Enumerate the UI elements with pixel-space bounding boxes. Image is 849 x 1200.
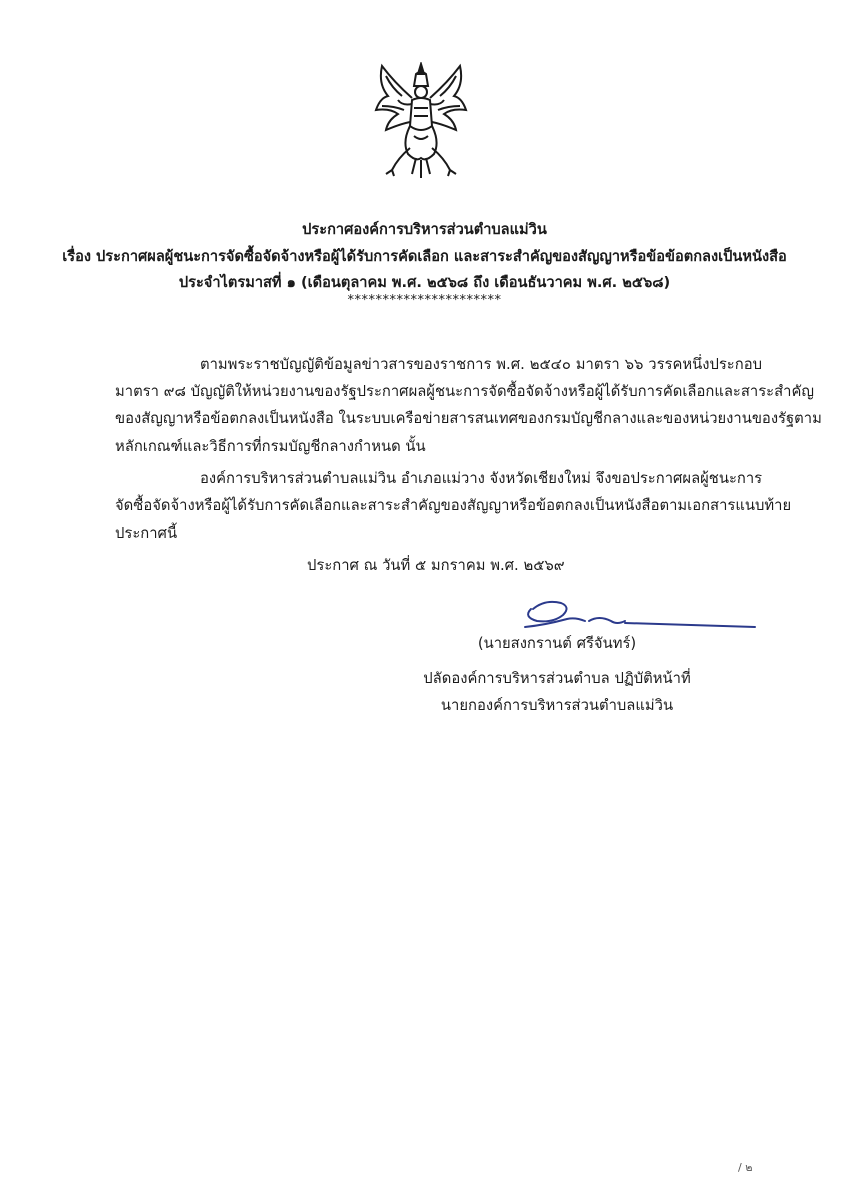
paragraph-1-line-1: ตามพระราชบัญญัติข้อมูลข่าวสารของราชการ พ.ศ. ๒๕๔๐ มาตรา ๖๖ วรรคหนึ่งประกอบ <box>200 356 762 373</box>
separator-stars: ********************** <box>347 293 502 308</box>
announcement-period: ประจำไตรมาสที่ ๑ (เดือนตุลาคม พ.ศ. ๒๕๖๘ ถึง เดือนธันวาคม พ.ศ. ๒๕๖๘) <box>178 274 671 291</box>
paragraph-1-line-3: ของสัญญาหรือข้อตกลงเป็นหนังสือ ในระบบเครือข่ายสารสนเทศของกรมบัญชีกลางและของหน่วยงานของรัฐตาม <box>115 410 822 427</box>
paragraph-1-line-2: มาตรา ๙๘ บัญญัติให้หน่วยงานของรัฐประกาศผลผู้ชนะการจัดซื้อจัดจ้างหรือผู้ได้รับการคัดเลือกและสาระสำคัญ <box>115 383 814 400</box>
signatory-position-2: นายกองค์การบริหารส่วนตำบลแม่วิน <box>440 697 674 714</box>
signatory-position-1: ปลัดองค์การบริหารส่วนตำบล ปฏิบัติหน้าที่ <box>423 670 691 687</box>
page-mark: / ๒ <box>738 1161 753 1174</box>
paragraph-2-line-2: จัดซื้อจัดจ้างหรือผู้ได้รับการคัดเลือกและสาระสำคัญของสัญญาหรือข้อตกลงเป็นหนังสือตามเอกสารแนบท้าย <box>115 497 792 514</box>
announcement-date: ประกาศ ณ วันที่ ๕ มกราคม พ.ศ. ๒๕๖๙ <box>307 557 565 574</box>
paragraph-2-line-1: องค์การบริหารส่วนตำบลแม่วิน อำเภอแม่วาง จังหวัดเชียงใหม่ จึงขอประกาศผลผู้ชนะการ <box>200 470 763 487</box>
paragraph-1-line-4: หลักเกณฑ์และวิธีการที่กรมบัญชีกลางกำหนด นั้น <box>115 438 426 455</box>
paragraph-2-line-3: ประกาศนี้ <box>115 525 178 542</box>
announcement-title: ประกาศองค์การบริหารส่วนตำบลแม่วิน <box>302 221 547 238</box>
garuda-emblem-icon <box>372 62 470 180</box>
signatory-name: (นายสงกรานต์ ศรีจันทร์) <box>477 635 637 652</box>
announcement-subject: เรื่อง ประกาศผลผู้ชนะการจัดซื้อจัดจ้างหรือผู้ได้รับการคัดเลือก และสาระสำคัญของสัญญาหรือข้อข้อตกลงเป็นหนังสือ <box>62 248 787 265</box>
